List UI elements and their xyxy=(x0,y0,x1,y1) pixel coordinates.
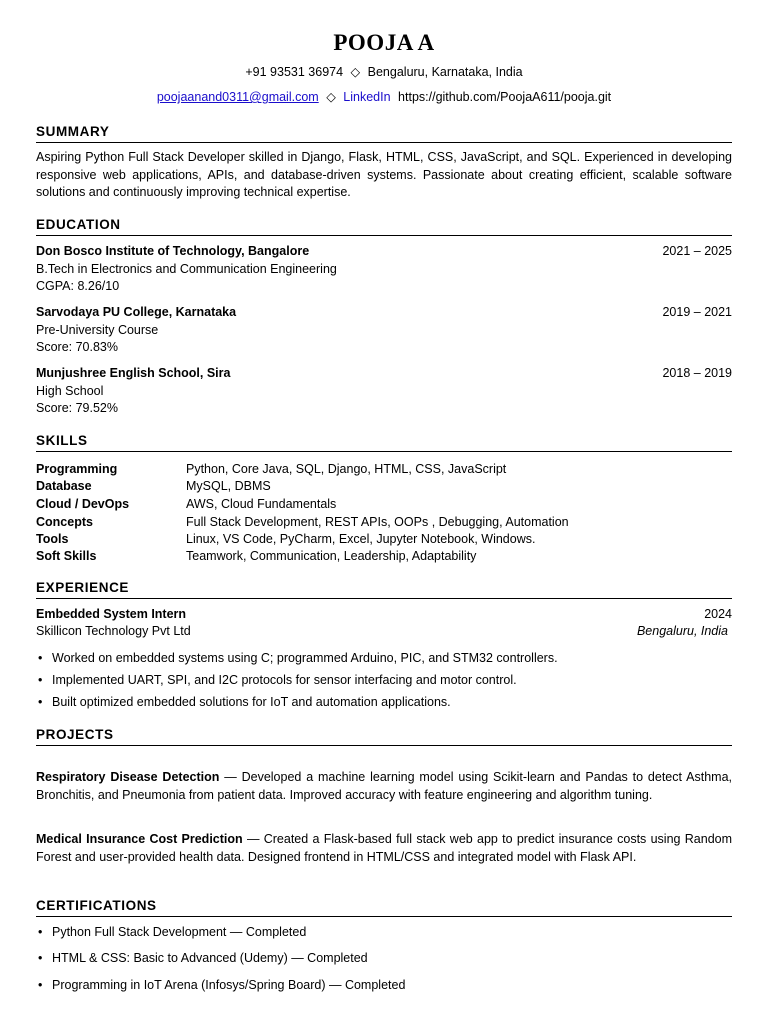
skill-value: Python, Core Java, SQL, Django, HTML, CSS, JavaScript xyxy=(186,462,507,476)
skill-value: MySQL, DBMS xyxy=(186,479,271,493)
certification-item: • Python Full Stack Development — Completed xyxy=(52,924,306,941)
job-title: Embedded System Intern xyxy=(36,607,187,621)
certification-item: • Programming in IoT Arena (Infosys/Spring Board) — Completed xyxy=(52,977,405,994)
contact-line-1 xyxy=(36,64,732,79)
project-name: Medical Insurance Cost Prediction xyxy=(36,832,243,846)
score-text: Score: 70.83% xyxy=(36,340,118,354)
contact-line-2 xyxy=(36,89,732,104)
skill-value: Linux, VS Code, PyCharm, Excel, Jupyter Notebook, Windows. xyxy=(186,532,536,546)
project-entry xyxy=(36,769,732,804)
school-name: Don Bosco Institute of Technology, Bangalore xyxy=(36,244,310,258)
skill-value: Full Stack Development, REST APIs, OOPs , Debugging, Automation xyxy=(186,515,569,529)
experience-company-row xyxy=(36,623,732,641)
candidate-name: POOJA A xyxy=(333,30,435,55)
skill-label: Tools xyxy=(36,532,69,546)
project-description: — Developed a machine learning model using Scikit-learn and Pandas to detect Asthma, Bronchitis, and Pneumonia from patient data. Improved accuracy with feature engineering and algorithm tuning. xyxy=(36,770,732,802)
experience-heading: EXPERIENCE xyxy=(36,580,732,599)
education-entry xyxy=(36,243,732,261)
education-years: 2018 – 2019 xyxy=(662,366,732,380)
education-entry xyxy=(36,304,732,322)
degree-text: B.Tech in Electronics and Communication Engineering xyxy=(36,262,337,276)
certifications-heading: CERTIFICATIONS xyxy=(36,898,732,917)
summary-heading: SUMMARY xyxy=(36,124,732,143)
project-entry xyxy=(36,831,732,866)
project-description: — Created a Flask-based full stack web app to predict insurance costs using Random Forest and user-provided health data. Designed frontend in HTML/CSS and integrated model with Flask API. xyxy=(36,832,733,864)
certification-item: • HTML & CSS: Basic to Advanced (Udemy) — Completed xyxy=(52,950,368,967)
phone-number: +91 93531 36974 xyxy=(245,65,344,79)
projects-heading: PROJECTS xyxy=(36,727,732,746)
job-year: 2024 xyxy=(704,607,732,621)
skill-label: Database xyxy=(36,479,92,493)
degree-text: Pre-University Course xyxy=(36,323,159,337)
linkedin-link[interactable]: LinkedIn xyxy=(343,90,391,104)
email-link[interactable]: poojaanand0311@gmail.com xyxy=(156,90,319,104)
education-entry xyxy=(36,365,732,383)
diamond-separator-icon: ◇ xyxy=(350,65,361,79)
score-text: CGPA: 8.26/10 xyxy=(36,279,120,293)
skill-label: Cloud / DevOps xyxy=(36,497,130,511)
location-text: Bengaluru, Karnataka, India xyxy=(367,65,523,79)
experience-header xyxy=(36,606,732,624)
project-name: Respiratory Disease Detection xyxy=(36,770,220,784)
github-link[interactable]: https://github.com/PoojaA611/pooja.git xyxy=(398,90,612,104)
skills-heading: SKILLS xyxy=(36,433,732,452)
company-name: Skillicon Technology Pvt Ltd xyxy=(36,624,191,638)
experience-bullet: • Worked on embedded systems using C; programmed Arduino, PIC, and STM32 controllers. xyxy=(52,650,558,667)
education-heading: EDUCATION xyxy=(36,217,732,236)
education-years: 2021 – 2025 xyxy=(662,244,732,258)
skill-label: Concepts xyxy=(36,515,93,529)
experience-bullet: • Built optimized embedded solutions for IoT and automation applications. xyxy=(52,694,451,711)
school-name: Munjushree English School, Sira xyxy=(36,366,231,380)
skill-value: Teamwork, Communication, Leadership, Adaptability xyxy=(186,549,477,563)
skill-label: Programming xyxy=(36,462,118,476)
experience-bullet: • Implemented UART, SPI, and I2C protocols for sensor interfacing and motor control. xyxy=(52,672,517,689)
diamond-separator-icon: ◇ xyxy=(326,90,336,104)
skill-label: Soft Skills xyxy=(36,549,97,563)
job-location: Bengaluru, India xyxy=(636,624,728,638)
school-name: Sarvodaya PU College, Karnataka xyxy=(36,305,237,319)
score-text: Score: 79.52% xyxy=(36,401,118,415)
skill-value: AWS, Cloud Fundamentals xyxy=(186,497,337,511)
degree-text: High School xyxy=(36,384,104,398)
summary-text: Aspiring Python Full Stack Developer skilled in Django, Flask, HTML, CSS, JavaScript, and SQL. Experienced in developing responsive web applications, APIs, and database-driven systems. Passionate about creating efficient, scalable software solutions and continuously improving technical expertise. xyxy=(36,150,732,199)
education-years: 2019 – 2021 xyxy=(662,305,732,319)
